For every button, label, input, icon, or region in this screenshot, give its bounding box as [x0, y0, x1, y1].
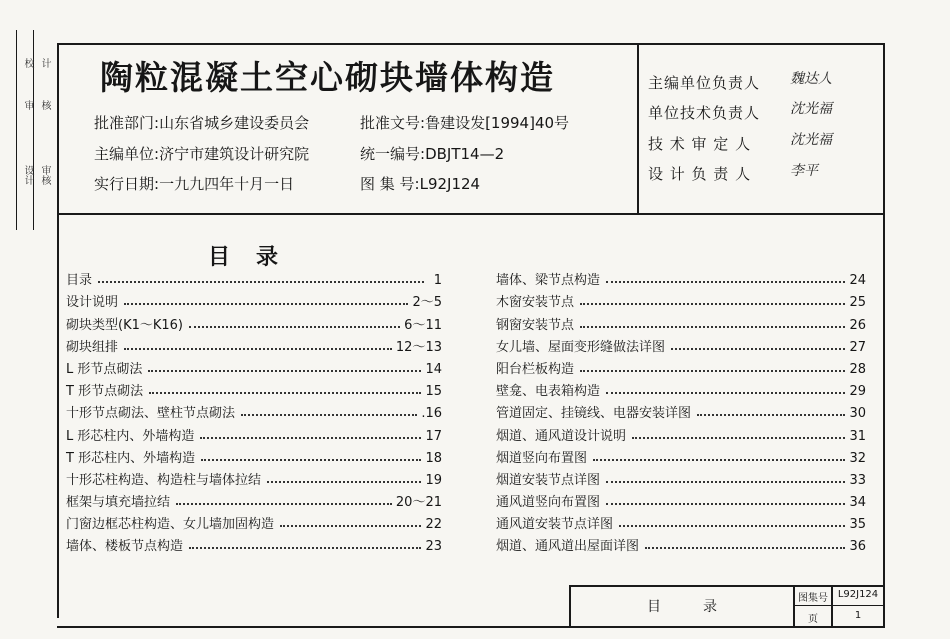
toc-item[interactable]	[496, 333, 866, 355]
editor-unit-row	[94, 143, 309, 164]
toc-item-label: L 形节点砌法	[66, 361, 143, 377]
toc-item-page: 28	[849, 361, 866, 377]
unified-no-label: 统一编号:	[360, 145, 426, 163]
toc-item[interactable]	[66, 444, 442, 466]
toc-item-page: 15	[425, 384, 442, 400]
person-row-reviewer: 技 术 审 定 人	[648, 135, 752, 153]
toc-item-label: 砌块类型(K1～K16)	[66, 317, 184, 333]
margin-mark-4: 核	[39, 100, 50, 110]
toc-item[interactable]	[66, 310, 442, 332]
toc-item[interactable]	[496, 466, 866, 488]
toc-leader-dots	[124, 303, 408, 305]
toc-item-label: 烟道竖向布置图	[496, 450, 588, 466]
title-block-mid	[793, 605, 884, 606]
toc-item-page: 24	[849, 273, 866, 289]
toc-leader-dots	[189, 326, 400, 328]
toc-leader-dots	[148, 370, 421, 372]
toc-item-page: 2～5	[412, 295, 442, 311]
toc-leader-dots	[697, 414, 845, 416]
toc-item[interactable]	[66, 399, 442, 421]
toc-leader-dots	[593, 459, 845, 461]
approval-doc-row	[360, 112, 569, 133]
toc-title: 目录	[208, 245, 305, 270]
toc-item-label: 目录	[66, 273, 93, 289]
toc-item-page: 17	[425, 428, 442, 444]
toc-item-page: 30	[849, 406, 866, 422]
toc-item-label: T 形节点砌法	[66, 384, 144, 400]
toc-item[interactable]	[66, 421, 442, 443]
margin-mark-5: 设计	[22, 165, 33, 185]
toc-leader-dots	[580, 326, 845, 328]
toc-item-label: 门窗边框芯柱构造、女儿墙加固构造	[66, 517, 275, 533]
toc-leader-dots	[149, 392, 421, 394]
approval-doc-value: 鲁建设发[1994]40号	[425, 114, 570, 132]
toc-item-label: 木窗安装节点	[496, 295, 575, 311]
editor-unit-value: 济宁市建筑设计研究院	[159, 145, 310, 163]
margin-mark-1: 校	[22, 58, 33, 68]
toc-item-page: 29	[849, 384, 866, 400]
atlas-no-value: L92J124	[419, 175, 481, 193]
signature-reviewer: 沈光福	[790, 132, 832, 148]
toc-item[interactable]	[496, 488, 866, 510]
toc-item[interactable]	[496, 266, 866, 288]
toc-item-label: 烟道安装节点详图	[496, 472, 601, 488]
toc-leader-dots	[606, 481, 845, 483]
toc-item-page: 34	[849, 495, 866, 511]
page-title: 陶粒混凝土空心砌块墙体构造	[100, 58, 555, 97]
toc-leader-dots	[201, 459, 421, 461]
toc-item-page: 6～11	[404, 317, 442, 333]
toc-item[interactable]	[496, 355, 866, 377]
toc-item[interactable]	[496, 310, 866, 332]
toc-item-label: 通风道安装节点详图	[496, 517, 614, 533]
frame-bottom	[57, 626, 884, 628]
toc-item[interactable]	[66, 266, 442, 288]
toc-item[interactable]	[496, 532, 866, 554]
margin-mark-2: 计	[39, 58, 50, 68]
toc-item-page: 18	[425, 450, 442, 466]
toc-item[interactable]	[496, 421, 866, 443]
toc-item-label: 墙体、楼板节点构造	[66, 539, 184, 555]
toc-leader-dots	[280, 525, 421, 527]
frame-right	[883, 43, 885, 628]
toc-leader-dots	[619, 525, 845, 527]
signature-tech: 沈光福	[790, 101, 832, 117]
toc-item[interactable]	[66, 355, 442, 377]
toc-leader-dots	[580, 303, 845, 305]
toc-item-page: 33	[849, 472, 866, 488]
toc-item[interactable]	[496, 399, 866, 421]
effective-date-label: 实行日期:	[94, 175, 160, 193]
frame-left	[57, 43, 59, 618]
toc-left-column	[66, 266, 442, 554]
toc-item[interactable]	[66, 488, 442, 510]
toc-leader-dots	[645, 547, 845, 549]
toc-item[interactable]	[66, 333, 442, 355]
toc-leader-dots	[580, 370, 845, 372]
title-block-name: 目 录	[647, 599, 717, 615]
toc-item-label: 女儿墙、屋面变形缝做法详图	[496, 339, 666, 355]
toc-item-page: 32	[849, 450, 866, 466]
toc-leader-dots	[124, 348, 392, 350]
approval-dept-label: 批准部门:	[94, 114, 160, 132]
title-block-page-value: 1	[854, 610, 862, 621]
effective-date-value: 一九九四年十月一日	[159, 175, 295, 193]
toc-leader-dots	[671, 348, 845, 350]
toc-leader-dots	[241, 414, 417, 416]
header-divider	[57, 213, 884, 215]
toc-leader-dots	[606, 503, 845, 505]
toc-item-label: 墙体、梁节点构造	[496, 273, 601, 289]
header-vertical-divider	[637, 43, 639, 214]
person-row-designer: 设 计 负 责 人	[648, 165, 752, 183]
toc-item-label: 框架与填充墙拉结	[66, 495, 171, 511]
toc-item-page: 36	[849, 539, 866, 555]
approval-dept-row	[94, 112, 309, 133]
toc-item-page: 27	[849, 339, 866, 355]
toc-item[interactable]	[496, 510, 866, 532]
title-block-page-label: 页	[808, 614, 818, 625]
toc-item-label: 十形芯柱构造、构造柱与墙体拉结	[66, 472, 262, 488]
toc-item-page: 22	[425, 517, 442, 533]
toc-item-label: T 形芯柱内、外墙构造	[66, 450, 196, 466]
toc-item-page: 25	[849, 295, 866, 311]
toc-item-label: 钢窗安装节点	[496, 317, 575, 333]
signature-chief: 魏达人	[790, 71, 832, 87]
toc-item-label: 通风道竖向布置图	[496, 495, 601, 511]
margin-mark-3: 审	[22, 100, 33, 110]
title-block-atlas-label: 图集号	[798, 593, 828, 604]
toc-item[interactable]	[66, 377, 442, 399]
title-block-left	[569, 585, 571, 627]
toc-item[interactable]	[66, 532, 442, 554]
person-row-tech: 单位技术负责人	[648, 104, 761, 122]
approval-dept-value: 山东省城乡建设委员会	[159, 114, 310, 132]
toc-item-label: 十形节点砌法、壁柱节点砌法	[66, 406, 236, 422]
editor-unit-label: 主编单位:	[94, 145, 160, 163]
toc-item[interactable]	[66, 466, 442, 488]
toc-item-page: 31	[849, 428, 866, 444]
margin-column-line	[16, 30, 17, 230]
toc-item-label: 壁龛、电表箱构造	[496, 384, 601, 400]
title-block-atlas-value: L92J124	[837, 589, 879, 600]
toc-item[interactable]	[66, 288, 442, 310]
toc-item-page: 26	[849, 317, 866, 333]
toc-leader-dots	[267, 481, 421, 483]
toc-item[interactable]	[496, 377, 866, 399]
toc-leader-dots	[200, 437, 421, 439]
toc-item-label: L 形芯柱内、外墙构造	[66, 428, 195, 444]
toc-item-page: 12～13	[395, 339, 442, 355]
margin-mark-6: 审核	[39, 165, 50, 185]
toc-item-label: 设计说明	[66, 295, 119, 311]
toc-item-label: 管道固定、挂镜线、电器安装详图	[496, 406, 692, 422]
atlas-no-label: 图 集 号:	[360, 175, 420, 193]
unified-no-value: DBJT14—2	[425, 145, 505, 163]
toc-item-page: 20～21	[395, 495, 442, 511]
toc-leader-dots	[189, 547, 421, 549]
signature-designer: 李平	[790, 163, 818, 179]
toc-right-column	[496, 266, 866, 554]
title-block-top	[569, 585, 884, 587]
toc-item[interactable]	[496, 288, 866, 310]
toc-leader-dots	[632, 437, 845, 439]
toc-leader-dots	[606, 281, 845, 283]
toc-item-page: 14	[425, 361, 442, 377]
toc-item-label: 砌块组排	[66, 339, 119, 355]
toc-leader-dots	[98, 281, 424, 283]
toc-item[interactable]	[66, 510, 442, 532]
toc-item-page: .16	[421, 406, 442, 422]
atlas-no-row	[360, 173, 480, 194]
toc-item-page: 1	[433, 273, 442, 289]
toc-item-label: 烟道、通风道出屋面详图	[496, 539, 640, 555]
effective-date-row	[94, 173, 294, 194]
toc-leader-dots	[606, 392, 845, 394]
toc-item-label: 烟道、通风道设计说明	[496, 428, 627, 444]
toc-item-label: 阳台栏板构造	[496, 361, 575, 377]
approval-doc-label: 批准文号:	[360, 114, 426, 132]
toc-item[interactable]	[496, 444, 866, 466]
frame-top	[57, 43, 884, 45]
toc-item-page: 23	[425, 539, 442, 555]
person-row-chief: 主编单位负责人	[648, 74, 761, 92]
toc-item-page: 19	[425, 472, 442, 488]
toc-item-page: 35	[849, 517, 866, 533]
unified-no-row	[360, 143, 504, 164]
toc-leader-dots	[176, 503, 392, 505]
